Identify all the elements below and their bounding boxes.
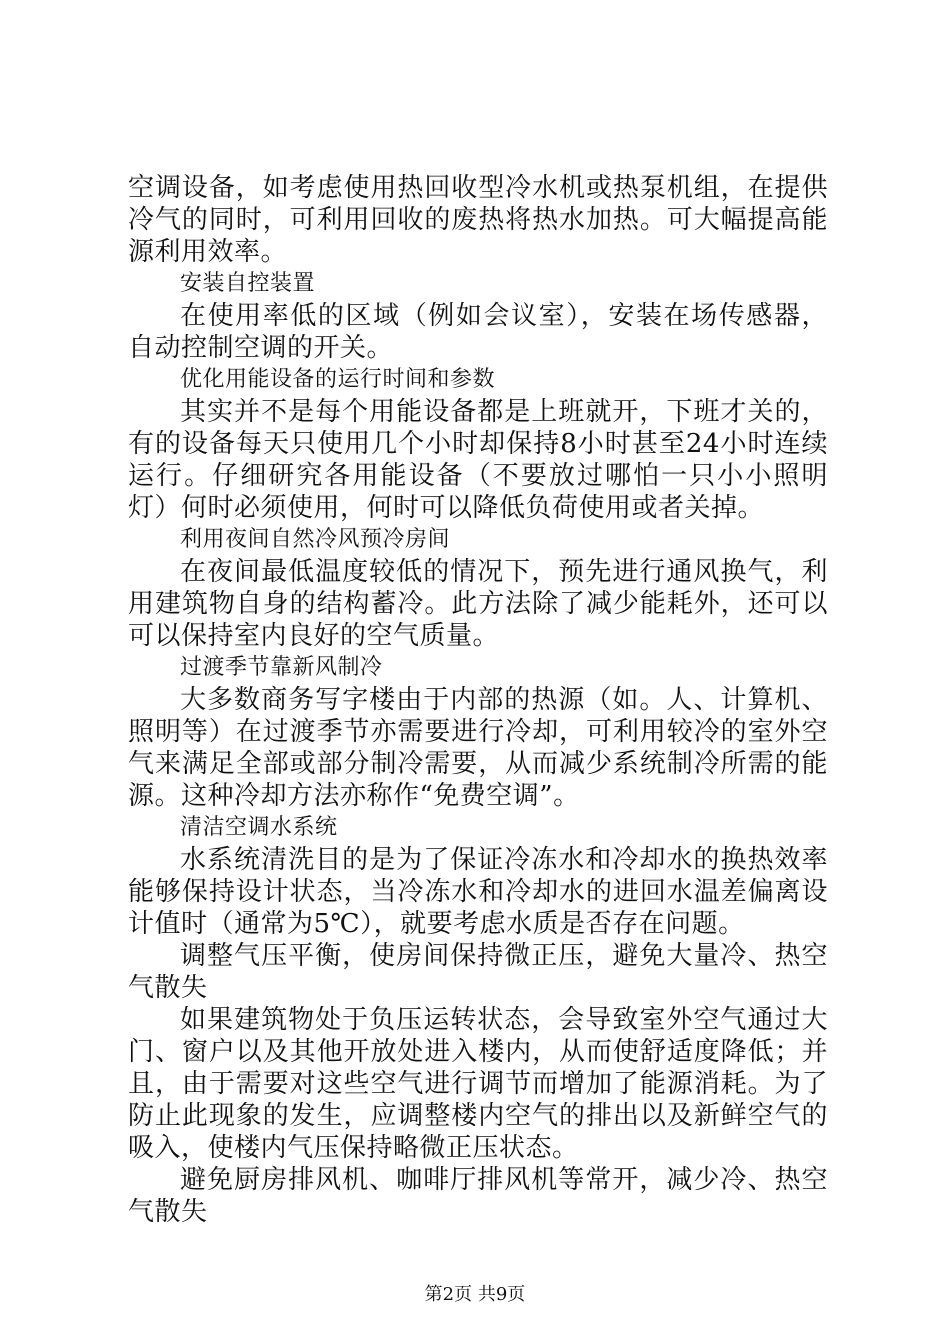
section-heading: 安装自控装置 bbox=[180, 271, 316, 296]
section-heading: 利用夜间自然冷风预冷房间 bbox=[180, 527, 451, 552]
paragraph: 空调设备，如考虑使用热回收型冷水机或热泵机组，在提供冷气的同时，可利用回收的废热将热水加热。可大幅提高能源利用效率。 bbox=[128, 173, 828, 267]
paragraph: 水系统清洗目的是为了保证冷冻水和冷却水的换热效率能够保持设计状态，当冷冻水和冷却水的进回水温差偏离设计值时（通常为5℃），就要考虑水质是否存在问题。 bbox=[128, 845, 828, 939]
page-footer: 第2页 共9页 bbox=[424, 1284, 526, 1305]
section-heading: 清洁空调水系统 bbox=[180, 815, 338, 840]
paragraph: 避免厨房排风机、咖啡厅排风机等常开，减少冷、热空气散失 bbox=[128, 1165, 828, 1227]
section-heading: 优化用能设备的运行时间和参数 bbox=[180, 367, 496, 392]
paragraph: 调整气压平衡，使房间保持微正压，避免大量冷、热空气散失 bbox=[128, 941, 828, 1003]
document-body bbox=[128, 172, 828, 1228]
paragraph: 如果建筑物处于负压运转状态，会导致室外空气通过大门、窗户以及其他开放处进入楼内，从而使舒适度降低；并且，由于需要对这些空气进行调节而增加了能源消耗。为了防止此现象的发生，应调整楼内空气的排出以及新鲜空气的吸入，使楼内气压保持略微正压状态。 bbox=[128, 1005, 828, 1163]
paragraph: 大多数商务写字楼由于内部的热源（如。人、计算机、照明等）在过渡季节亦需要进行冷却，可利用较冷的室外空气来满足全部或部分制冷需要，从而减少系统制冷所需的能源。这种冷却方法亦称作“免费空调”。 bbox=[128, 685, 828, 811]
paragraph: 在使用率低的区域（例如会议室），安装在场传感器，自动控制空调的开关。 bbox=[128, 301, 828, 363]
paragraph: 在夜间最低温度较低的情况下，预先进行通风换气，利用建筑物自身的结构蓄冷。此方法除了减少能耗外，还可以可以保持室内良好的空气质量。 bbox=[128, 557, 828, 651]
paragraph: 其实并不是每个用能设备都是上班就开，下班才关的，有的设备每天只使用几个小时却保持8小时甚至24小时连续运行。仔细研究各用能设备（不要放过哪怕一只小小照明灯）何时必须使用，何时可以降低负荷使用或者关掉。 bbox=[128, 397, 828, 523]
section-heading: 过渡季节靠新风制冷 bbox=[180, 655, 383, 680]
